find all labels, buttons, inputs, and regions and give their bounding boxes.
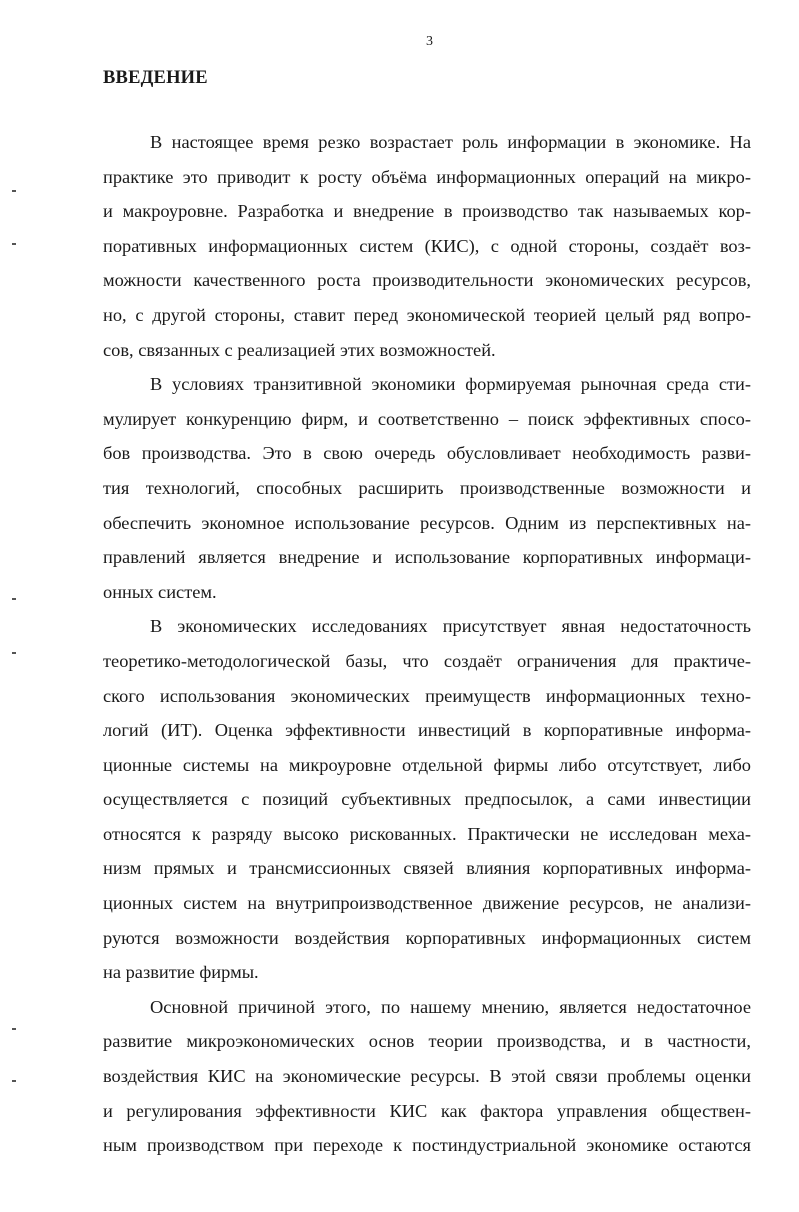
text-line: воздействия КИС на экономические ресурсы. В этой связи проблемы оценки [103, 1066, 751, 1087]
text-line: онных систем. [103, 581, 217, 602]
text-line: Основной причиной этого, по нашему мнению, является недостаточное [150, 996, 751, 1017]
paragraph [103, 367, 751, 609]
page-number: 3 [426, 34, 433, 49]
text-line: ского использования экономических преимуществ информационных техно- [103, 685, 751, 706]
text-line: относятся к разряду высоко рискованных. Практически не исследован меха- [103, 823, 751, 844]
text-line: ционные системы на микроуровне отдельной фирмы либо отсутствует, либо [103, 754, 751, 775]
text-line: логий (ИТ). Оценка эффективности инвестиций в корпоративные информа- [103, 720, 751, 741]
text-line: низм прямых и трансмиссионных связей влияния корпоративных информа- [103, 858, 751, 879]
text-line: но, с другой стороны, ставит перед экономической теорией целый ряд вопро- [103, 304, 751, 325]
text-line: ционных систем на внутрипроизводственное движение ресурсов, не анализи- [103, 893, 751, 914]
scan-artifact [12, 190, 16, 192]
text-line: и макроуровне. Разработка и внедрение в производство так называемых кор- [103, 201, 751, 222]
text-line: развитие микроэкономических основ теории производства, и в частности, [103, 1031, 751, 1052]
body-text [103, 125, 751, 1163]
scan-artifact [12, 1028, 16, 1030]
text-line: осуществляется с позиций субъективных предпосылок, а сами инвестиции [103, 789, 751, 810]
text-line: обеспечить экономное использование ресурсов. Одним из перспективных на- [103, 512, 751, 533]
text-line: В условиях транзитивной экономики формируемая рыночная среда сти- [150, 374, 751, 395]
text-line: мулирует конкуренцию фирм, и соответственно – поиск эффективных спосо- [103, 408, 751, 429]
scan-artifact [12, 1080, 16, 1082]
scan-artifact [12, 652, 16, 654]
section-heading: ВВЕДЕНИЕ [103, 68, 208, 88]
text-line: руются возможности воздействия корпоративных информационных систем [103, 927, 751, 948]
text-line: В настоящее время резко возрастает роль информации в экономике. На [150, 132, 751, 152]
paragraph [103, 609, 751, 990]
text-line: можности качественного роста производительности экономических ресурсов, [103, 270, 751, 291]
text-line: практике это приводит к росту объёма информационных операций на микро- [103, 166, 751, 187]
text-line: сов, связанных с реализацией этих возможностей. [103, 339, 496, 360]
text-line: тия технологий, способных расширить производственные возможности и [103, 477, 751, 498]
text-line: поративных информационных систем (КИС), с одной стороны, создаёт воз- [103, 235, 751, 256]
paragraph [103, 125, 751, 367]
text-line: и регулирования эффективности КИС как фактора управления обществен- [103, 1100, 751, 1121]
text-line: В экономических исследованиях присутствует явная недостаточность [150, 616, 751, 637]
text-line: ным производством при переходе к постиндустриальной экономике остаются [103, 1135, 751, 1156]
paragraph [103, 990, 751, 1163]
text-line: бов производства. Это в свою очередь обусловливает необходимость разви- [103, 443, 751, 464]
scan-artifact [12, 243, 16, 245]
scan-artifact [12, 598, 16, 600]
text-line: на развитие фирмы. [103, 962, 259, 983]
text-line: теоретико-методологической базы, что создаёт ограничения для практиче- [103, 650, 751, 671]
text-line: правлений является внедрение и использование корпоративных информаци- [103, 547, 751, 568]
